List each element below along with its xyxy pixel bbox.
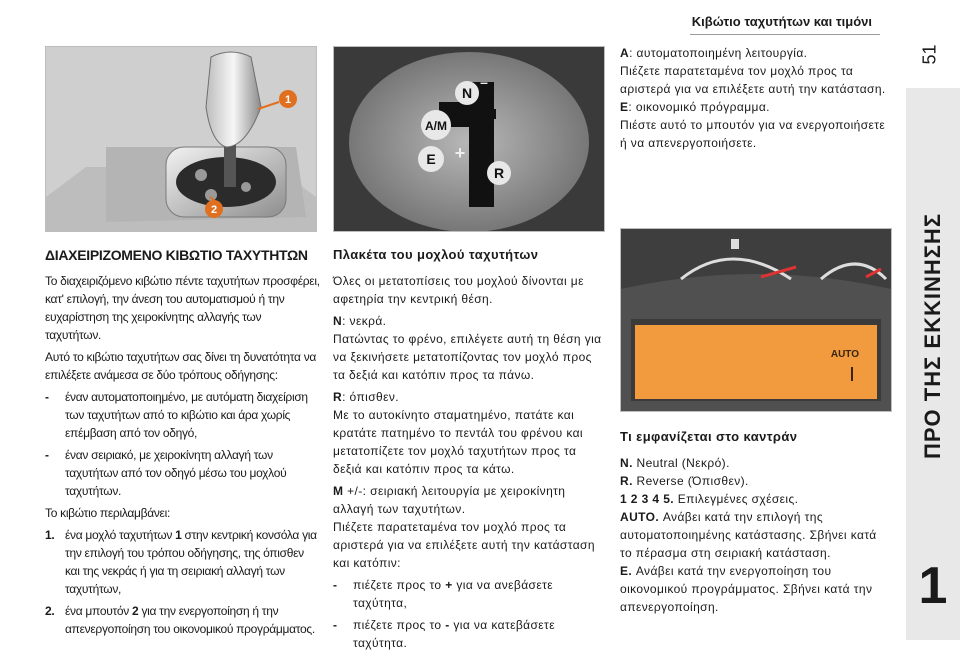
item-2-ref: 2 [132, 604, 139, 618]
key-r-text: : όπισθεν. [342, 390, 399, 404]
col2-m-desc: Πιέζετε παρατεταμένα τον μοχλό προς τα αριστερά για να επιλέξετε αυτή την κατάσταση και κατόπιν: [333, 520, 595, 570]
item-1-text-post: στην κεντρική κονσόλα για την επιλογή του τρόπου οδήγησης, της όπισθεν και της νεκράς ή για τη σειριακή αλλαγή των ταχυτήτων, [65, 528, 317, 596]
bullet-marker: - [333, 578, 338, 592]
col1-item-1 [45, 526, 320, 598]
gear-gate-photo [333, 46, 605, 232]
col2-r-desc: Με το αυτοκίνητο σταματημένο, πατάτε και κρατάτε πατημένο το πεντάλ του φρένου και μετατοπίζετε τον μοχλό ταχυτήτων προς τα δεξιά και κατόπιν προς τα κάτω. [333, 408, 584, 476]
col2-bullet-2 [333, 616, 605, 652]
key-e: E [620, 100, 629, 114]
bullet-1-symbol: + [445, 578, 453, 592]
bullet-marker: - [45, 390, 49, 404]
bullet-marker: - [45, 448, 49, 462]
display-text-n: Neutral (Νεκρό). [632, 456, 730, 470]
col3-e-line [620, 98, 890, 116]
column-3-top [620, 44, 890, 156]
key-e-text: : οικονομικό πρόγραμμα. [628, 100, 770, 114]
col1-bullet-2-text: έναν σειριακό, με χειροκίνητη αλλαγή των ταχυτήτων από τον οδηγό μέσω του μοχλού ταχυτήτων. [65, 448, 287, 498]
gate-label-r: R [493, 165, 505, 181]
section-heading-display: Τι εμφανίζεται στο καντράν [620, 429, 798, 444]
display-key-e: E. [620, 564, 633, 578]
chapter-title: ΠΡΟ ΤΗΣ ΕΚΚΙΝΗΣΗΣ [920, 213, 945, 460]
display-item-auto [620, 508, 892, 562]
display-text-e: Ανάβει κατά την ενεργοποίηση του οικονομικού προγράμματος. Σβήνει κατά την απενεργοποίηση. [620, 564, 873, 614]
display-item-gears [620, 490, 892, 508]
display-item-r [620, 472, 892, 490]
col3-a-line [620, 44, 890, 62]
item-1-ref: 1 [175, 528, 182, 542]
col1-paragraph-3: Το κιβώτιο περιλαμβάνει: [45, 506, 170, 520]
bullet-2-symbol: - [445, 618, 450, 632]
col2-m-line [333, 482, 605, 518]
section-heading-gate-plate: Πλακέτα του μοχλού ταχυτήτων [333, 247, 539, 262]
page-header-title: Κιβώτιο ταχυτήτων και τιμόνι [691, 14, 872, 29]
instrument-panel-illustration [621, 229, 891, 411]
item-1-text-pre: ένα μοχλό ταχυτήτων [65, 528, 176, 542]
col2-n-line [333, 312, 605, 330]
gear-gate-illustration [334, 47, 604, 231]
display-screen [635, 325, 877, 399]
col1-bullet-1-text: έναν αυτοματοποιημένο, με αυτόματη διαχείριση των ταχυτήτων από το κιβώτιο και άρα χωρίς επέμβαση από τον οδηγό, [65, 390, 308, 440]
gear-lever-illustration [46, 47, 316, 231]
key-m: M [333, 484, 344, 498]
display-key-auto: AUTO. [620, 510, 660, 524]
bullet-2-post: για να κατεβάσετε ταχύτητα. [353, 618, 555, 650]
col1-paragraph-1: Το διαχειριζόμενο κιβώτιο πέντε ταχυτήτων προσφέρει, κατ' επιλογή, την άνεση του αυτοματισμού ή την ευχαρίστηση της χειροκίνητης αλλαγής των ταχυτήτων. [45, 274, 320, 342]
col3-a-desc: Πιέζετε παρατεταμένα τον μοχλό προς τα αριστερά για να επιλέξετε αυτή την κατάσταση. [620, 64, 886, 96]
bullet-2-pre: πιέζετε προς το [353, 618, 446, 632]
header-divider [690, 34, 880, 35]
key-m-text: +/-: σειριακή λειτουργία με χειροκίνητη αλλαγή των ταχυτήτων. [333, 484, 566, 516]
key-r: R [333, 390, 343, 404]
key-n: N [333, 314, 343, 328]
chapter-side-tab [906, 88, 960, 640]
callout-1-label: 1 [284, 94, 292, 106]
display-text-r: Reverse (Όπισθεν). [632, 474, 749, 488]
display-key-r: R. [620, 474, 633, 488]
col3-e-desc: Πιέστε αυτό το μπουτόν για να ενεργοποιήσετε ή να απενεργοποιήσετε. [620, 118, 886, 150]
gate-label-minus: – [480, 74, 488, 90]
gate-label-n: N [461, 85, 473, 101]
item-number: 1. [45, 528, 55, 542]
section-heading-managed-gearbox: ΔΙΑΧΕΙΡΙΖΟΜΕΝΟ ΚΙΒΩΤΙΟ ΤΑΧΥΤΗΤΩΝ [45, 247, 308, 263]
bullet-1-post: για να ανεβάσετε ταχύτητα, [353, 578, 553, 610]
col1-bullet-2 [45, 446, 320, 500]
col1-item-2 [45, 602, 320, 638]
column-3-bottom [620, 428, 892, 616]
callout-2-label: 2 [210, 204, 218, 216]
chapter-number: 1 [918, 557, 948, 615]
key-a-text: : αυτοματοποιημένη λειτουργία. [629, 46, 808, 60]
display-text-auto: Ανάβει κατά την επιλογή της αυτοματοποιημένης κατάστασης. Σβήνει κατά το πέρασμα στη σειριακή κατάσταση. [620, 510, 877, 560]
col1-paragraph-2: Αυτό το κιβώτιο ταχυτήτων σας δίνει τη δυνατότητα να επιλέξετε ανάμεσα σε δύο τρόπους οδήγησης: [45, 350, 317, 382]
instrument-panel-photo [620, 228, 892, 412]
display-key-gears: 1 2 3 4 5. [620, 492, 675, 506]
col2-n-desc: Πατώντας το φρένο, επιλέγετε αυτή τη θέση για να ξεκινήσετε μετατοπίζοντας τον μοχλό προς τα δεξιά και κατόπιν προς τα πάνω. [333, 332, 602, 382]
col1-bullet-1 [45, 388, 320, 442]
column-1 [45, 246, 320, 642]
column-2 [333, 246, 605, 656]
display-key-n: N. [620, 456, 633, 470]
page-number: 51 [919, 44, 940, 65]
bullet-marker: - [333, 618, 338, 632]
gate-label-am: A/M [425, 119, 447, 133]
col2-paragraph-1: Όλες οι μετατοπίσεις του μοχλού δίνονται με αφετηρία την κεντρική θέση. [333, 274, 584, 306]
key-n-text: : νεκρά. [342, 314, 387, 328]
display-auto-label: AUTO [830, 349, 859, 360]
gate-label-plus: + [454, 143, 466, 163]
item-number: 2. [45, 604, 55, 618]
bullet-1-pre: πιέζετε προς το [353, 578, 446, 592]
gear-lever-photo [45, 46, 317, 232]
display-item-e [620, 562, 892, 616]
gate-label-e: E [426, 151, 436, 167]
key-a: A [620, 46, 630, 60]
item-2-text-pre: ένα μπουτόν [65, 604, 133, 618]
col2-bullet-1 [333, 576, 605, 612]
display-text-gears: Επιλεγμένες σχέσεις. [674, 492, 799, 506]
display-item-n [620, 454, 892, 472]
col2-r-line [333, 388, 605, 406]
item-2-text-post: για την ενεργοποίηση ή την απενεργοποίηση του οικονομικού προγράμματος. [65, 604, 315, 636]
